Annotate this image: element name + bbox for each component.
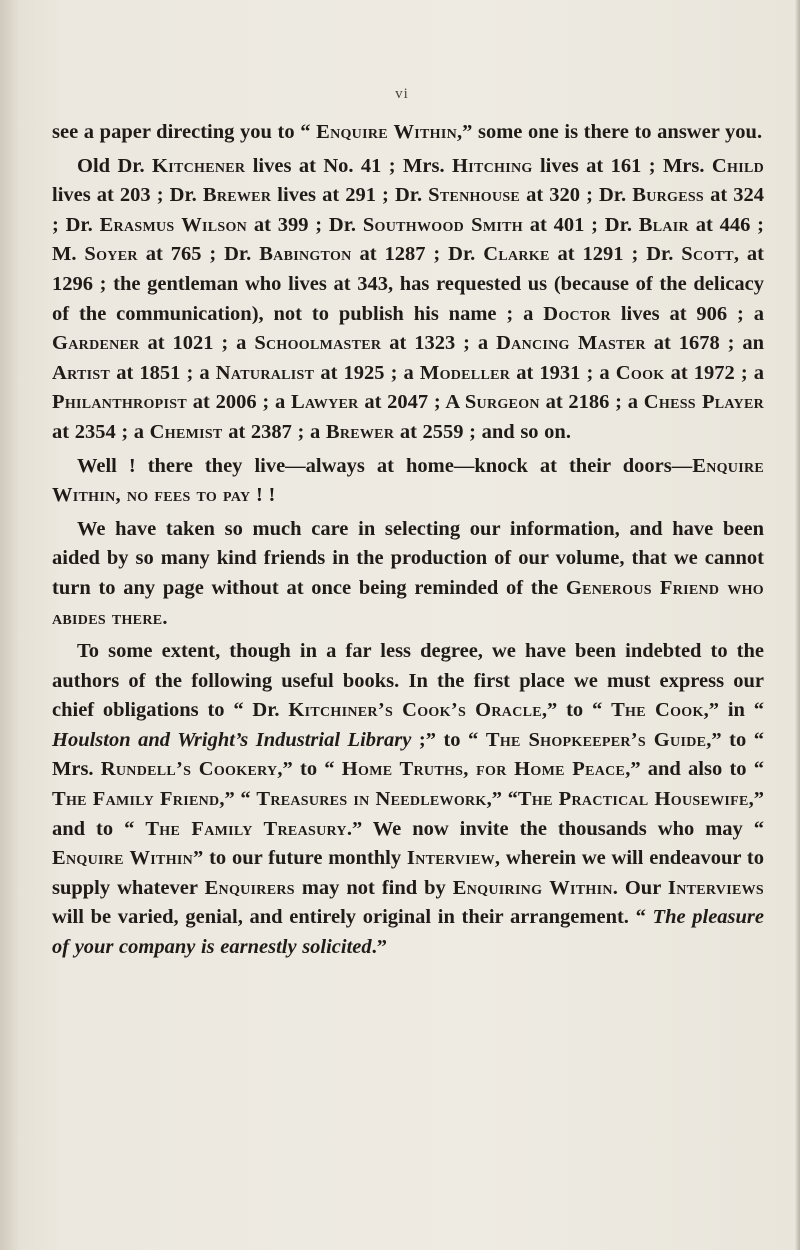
page-gutter-shadow [0,0,18,1250]
page-edge-shadow [794,0,800,1250]
paragraph-knock-at-doors: Well ! there they live—always at home—knock at their doors—Enquire Within, no fees to pay ! ! [52,454,764,507]
paragraph-residents-list: Old Dr. Kitchener lives at No. 41 ; Mrs. Hitching lives at 161 ; Mrs. Child lives at 203 ; Dr. Brewer lives at 291 ; Dr. Stenhouse at 320 ; Dr. Burgess at 324 ; Dr. Erasmus Wilson at 399 ; Dr. Southwood Smith at 401 ; Dr. Blair at 446 ; M. Soyer at 765 ; Dr. Babington at 1287 ; Dr. Clarke at 1291 ; Dr. Scott, at 1296 ; the gentleman who lives at 343, has requested us (because of the delicacy of the communication), not to publish his name ; a Doctor lives at 906 ; a Gardener at 1021 ; a Schoolmaster at 1323 ; a Dancing Master at 1678 ; an Artist at 1851 ; a Naturalist at 1925 ; a Modeller at 1931 ; a Cook at 1972 ; a Philanthropist at 2006 ; a Lawyer at 2047 ; A Surgeon at 2186 ; a Chess Player at 2354 ; a Chemist at 2387 ; a Brewer at 2559 ; and so on. [52,154,765,443]
paragraph-acknowledgements: To some extent, though in a far less degree, we have been indebted to the authors of the following useful books. In the first place we must express our chief obligations to “ Dr. Kitchiner’s Cook’s Oracle,” to “ The Cook,” in “ Houlston and Wright’s Industrial Library ;” to “ The Shopkeeper’s Guide,” to “ Mrs. Rundell’s Cookery,” to “ Home Truths, for Home Peace,” and also to “ The Family Friend,” “ Treasures in Needlework,” “The Practical Housewife,” and to “ The Family Treasury.” We now invite the thousands who may “ Enquire Within” to our future monthly Interview, wherein we will endeavour to supply whatever Enquirers may not find by Enquiring Within. Our Interviews will be varied, genial, and entirely original in their arrangement. “ The pleasure of your company is earnestly solicited.” [52,640,765,959]
paragraph-care-in-selecting: We have taken so much care in selecting our information, and have been aided by so many kind friends in the production of our volume, that we cannot turn to any page without at once being reminded of the Generous Friend who abides there. [52,517,764,629]
body-text [52,118,764,967]
page-number: vi [395,86,409,102]
paragraph-intro: see a paper directing you to “ Enquire Within,” some one is there to answer you. [52,121,763,143]
